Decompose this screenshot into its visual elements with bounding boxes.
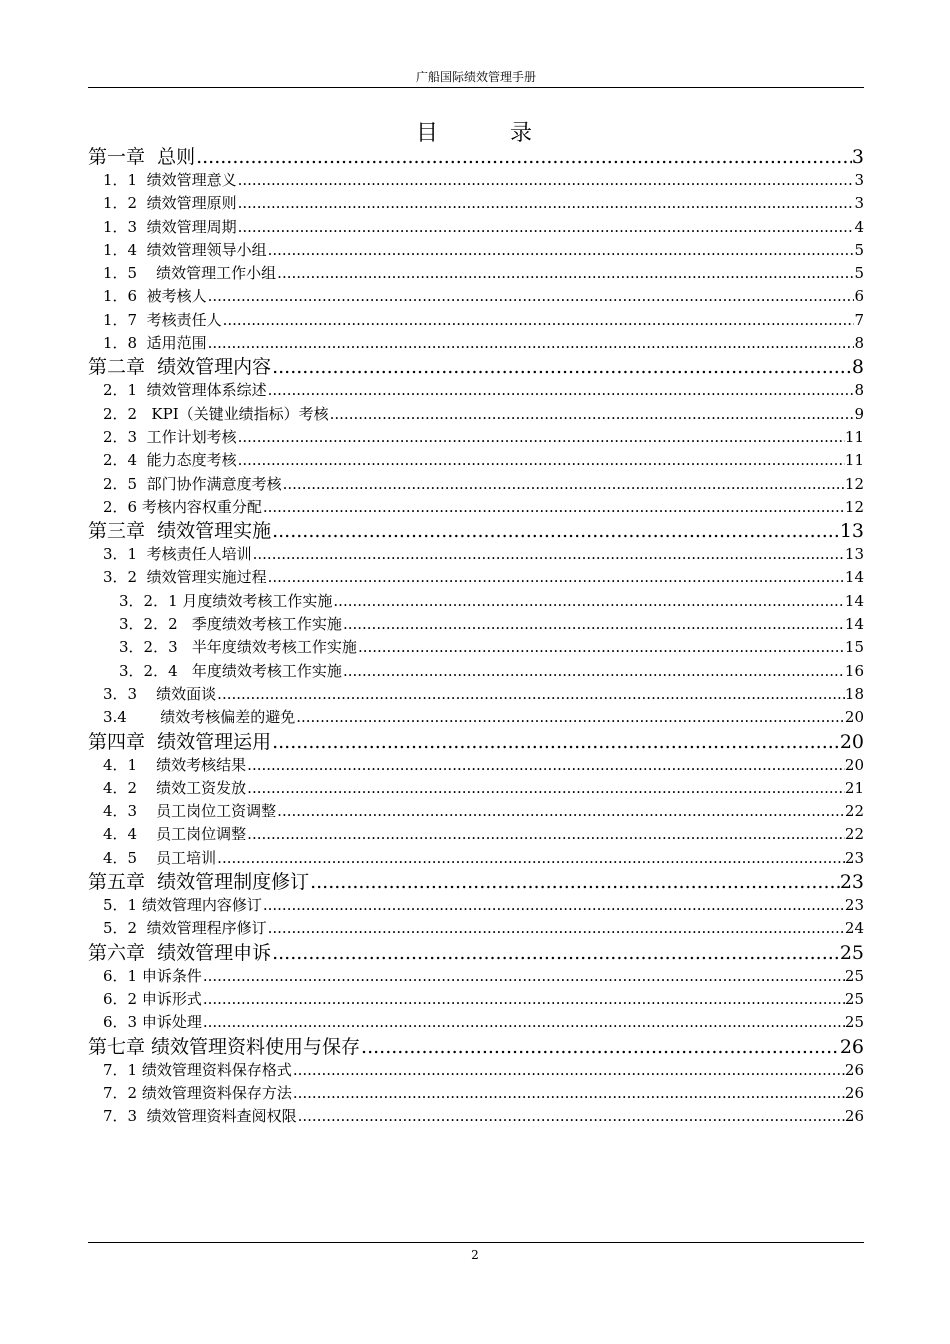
toc-entry-page-number: 8 [854, 334, 864, 353]
toc-chapter-entry[interactable] [88, 1035, 864, 1059]
toc-section-entry[interactable] [88, 379, 864, 402]
toc-entry-page-number: 25 [844, 966, 864, 985]
toc-dot-leader [272, 941, 840, 965]
toc-entry-page-number: 12 [844, 497, 864, 516]
toc-entry-page-number: 11 [844, 451, 864, 470]
toc-entry-title: 1．8 适用范围 [103, 334, 207, 353]
toc-entry-page-number: 14 [844, 615, 864, 634]
toc-dot-leader [238, 192, 855, 215]
toc-entry-title: 第五章 绩效管理制度修订 [88, 871, 310, 894]
toc-entry-title: 第一章 总则 [88, 146, 196, 168]
toc-dot-leader [272, 519, 840, 543]
toc-section-entry[interactable] [88, 262, 864, 285]
toc-entry-page-number: 12 [844, 474, 864, 493]
toc-entry-title: 3．3 绩效面谈 [103, 684, 217, 703]
toc-entry-page-number: 25 [844, 1013, 864, 1032]
toc-section-entry[interactable] [88, 543, 864, 566]
toc-dot-leader [217, 847, 845, 870]
toc-dot-leader [247, 754, 845, 777]
toc-chapter-entry[interactable] [88, 730, 864, 754]
toc-entry-title: 2．2 KPI（关键业绩指标）考核 [103, 404, 329, 423]
toc-entry-title: 4．1 绩效考核结果 [103, 755, 247, 774]
toc-section-entry[interactable] [88, 566, 864, 589]
toc-section-entry[interactable] [88, 1011, 864, 1034]
toc-entry-title: 2．1 绩效管理体系综述 [103, 381, 267, 400]
toc-entry-title: 7．2 绩效管理资料保存方法 [103, 1083, 292, 1102]
toc-section-entry[interactable] [88, 1059, 864, 1082]
toc-dot-leader [238, 216, 855, 239]
toc-entry-title: 7．1 绩效管理资料保存格式 [103, 1060, 292, 1079]
toc-entry-page-number: 3 [854, 171, 864, 189]
toc-section-entry[interactable] [88, 636, 864, 659]
toc-chapter-entry[interactable] [88, 870, 864, 894]
toc-entry-page-number: 18 [844, 684, 864, 703]
footer-rule [88, 1242, 864, 1243]
toc-dot-leader [293, 1059, 845, 1082]
toc-entry-title: 2．4 能力态度考核 [103, 451, 237, 470]
toc-section-entry[interactable] [88, 309, 864, 332]
toc-entry-title: 3．2．3 半年度绩效考核工作实施 [119, 638, 357, 657]
toc-entry-page-number: 26 [844, 1060, 864, 1079]
toc-entry-page-number: 14 [844, 568, 864, 587]
toc-entry-title: 4．2 绩效工资发放 [103, 778, 247, 797]
toc-section-entry[interactable] [88, 683, 864, 706]
toc-dot-leader [272, 355, 852, 379]
toc-entry-title: 3．2．2 季度绩效考核工作实施 [119, 615, 342, 634]
toc-dot-leader [263, 496, 845, 519]
toc-section-entry[interactable] [88, 847, 864, 870]
toc-heading-char-2: 录 [510, 121, 535, 146]
toc-section-entry[interactable] [88, 894, 864, 917]
toc-dot-leader [268, 379, 855, 402]
toc-entry-page-number: 13 [839, 520, 864, 543]
toc-dot-leader [247, 823, 845, 846]
toc-dot-leader [238, 169, 855, 192]
toc-dot-leader [208, 285, 855, 308]
toc-dot-leader [238, 449, 845, 472]
toc-section-entry[interactable] [88, 965, 864, 988]
toc-dot-leader [277, 262, 854, 285]
toc-section-entry[interactable] [88, 239, 864, 262]
toc-entry-page-number: 21 [844, 778, 864, 797]
toc-entry-page-number: 20 [839, 730, 864, 753]
toc-entry-title: 1．1 绩效管理意义 [103, 171, 237, 189]
toc-entry-title: 第四章 绩效管理运用 [88, 730, 272, 753]
toc-entry-title: 1．2 绩效管理原则 [103, 194, 237, 213]
toc-dot-leader [333, 590, 845, 613]
toc-entry-title: 4．4 员工岗位调整 [103, 825, 247, 844]
toc-entry-title: 6．1 申诉条件 [103, 966, 202, 985]
toc-dot-leader [203, 965, 845, 988]
toc-section-entry[interactable] [88, 1082, 864, 1105]
toc-heading-char-1: 目 [415, 121, 440, 146]
toc-entry-page-number: 23 [839, 871, 864, 894]
toc-dot-leader [296, 706, 845, 729]
toc-dot-leader [293, 1082, 845, 1105]
toc-heading [0, 116, 950, 147]
toc-section-entry[interactable] [88, 917, 864, 940]
toc-entry-title: 5．2 绩效管理程序修订 [103, 919, 267, 938]
toc-entry-page-number: 11 [844, 427, 864, 446]
toc-entry-title: 3．1 考核责任人培训 [103, 545, 252, 564]
toc-dot-leader [358, 636, 845, 659]
toc-section-entry[interactable] [88, 169, 864, 192]
table-of-contents [88, 145, 864, 1128]
toc-entry-title: 第七章 绩效管理资料使用与保存 [88, 1035, 361, 1058]
toc-dot-leader [223, 309, 855, 332]
toc-entry-title: 第三章 绩效管理实施 [88, 520, 272, 543]
toc-dot-leader [330, 403, 855, 426]
toc-section-entry[interactable] [88, 800, 864, 823]
toc-entry-title: 4．3 员工岗位工资调整 [103, 802, 277, 821]
toc-section-entry[interactable] [88, 426, 864, 449]
toc-section-entry[interactable] [88, 496, 864, 519]
toc-entry-page-number: 20 [844, 755, 864, 774]
toc-entry-page-number: 13 [844, 545, 864, 564]
toc-section-entry[interactable] [88, 403, 864, 426]
toc-chapter-entry[interactable] [88, 355, 864, 379]
toc-entry-page-number: 15 [844, 638, 864, 657]
toc-entry-title: 第二章 绩效管理内容 [88, 356, 272, 379]
toc-entry-title: 1．5 绩效管理工作小组 [103, 264, 277, 283]
toc-entry-page-number: 24 [844, 919, 864, 938]
toc-section-entry[interactable] [88, 192, 864, 215]
toc-entry-page-number: 26 [844, 1083, 864, 1102]
running-header-title: 广船国际绩效管理手册 [415, 70, 536, 84]
toc-section-entry[interactable] [88, 590, 864, 613]
toc-entry-title: 1．4 绩效管理领导小组 [103, 240, 267, 259]
toc-entry-page-number: 26 [844, 1107, 864, 1126]
toc-dot-leader [203, 1011, 845, 1034]
toc-entry-title: 1．3 绩效管理周期 [103, 217, 237, 236]
toc-entry-page-number: 5 [854, 240, 864, 259]
toc-entry-page-number: 9 [854, 404, 864, 423]
toc-entry-page-number: 26 [839, 1035, 864, 1058]
toc-section-entry[interactable] [88, 285, 864, 308]
toc-entry-title: 2．5 部门协作满意度考核 [103, 474, 282, 493]
toc-chapter-entry[interactable] [88, 519, 864, 543]
toc-entry-page-number: 25 [839, 941, 864, 964]
toc-entry-title: 3.4 绩效考核偏差的避免 [103, 708, 296, 727]
toc-section-entry[interactable] [88, 777, 864, 800]
toc-entry-title: 2．3 工作计划考核 [103, 427, 237, 446]
toc-entry-title: 3．2．1 月度绩效考核工作实施 [119, 591, 333, 610]
toc-dot-leader [268, 566, 845, 589]
toc-section-entry[interactable] [88, 754, 864, 777]
toc-dot-leader [263, 894, 845, 917]
toc-dot-leader [272, 730, 840, 754]
toc-dot-leader [310, 870, 840, 894]
page-number: 2 [471, 1248, 479, 1262]
toc-entry-page-number: 6 [854, 287, 864, 306]
toc-dot-leader [268, 239, 855, 262]
toc-dot-leader [253, 543, 845, 566]
toc-entry-page-number: 3 [854, 194, 864, 213]
toc-entry-title: 3．2 绩效管理实施过程 [103, 568, 267, 587]
toc-dot-leader [203, 988, 845, 1011]
toc-entry-title: 2．6 考核内容权重分配 [103, 497, 262, 516]
toc-entry-title: 6．2 申诉形式 [103, 989, 202, 1008]
toc-section-entry[interactable] [88, 449, 864, 472]
toc-dot-leader [361, 1035, 840, 1059]
toc-section-entry[interactable] [88, 332, 864, 355]
toc-section-entry[interactable] [88, 660, 864, 683]
toc-entry-title: 第六章 绩效管理申诉 [88, 941, 272, 964]
toc-entry-page-number: 22 [844, 825, 864, 844]
toc-entry-title: 6．3 申诉处理 [103, 1013, 202, 1032]
toc-entry-page-number: 4 [854, 217, 864, 236]
toc-dot-leader [283, 473, 845, 496]
toc-entry-title: 7．3 绩效管理资料查阅权限 [103, 1107, 297, 1126]
toc-section-entry[interactable] [88, 823, 864, 846]
toc-chapter-entry[interactable] [88, 941, 864, 965]
toc-entry-page-number: 8 [854, 381, 864, 400]
toc-entry-page-number: 5 [854, 264, 864, 283]
toc-section-entry[interactable] [88, 988, 864, 1011]
toc-dot-leader [217, 683, 845, 706]
header-rule [88, 87, 864, 88]
toc-entry-page-number: 23 [844, 848, 864, 867]
toc-section-entry[interactable] [88, 706, 864, 729]
toc-entry-page-number: 7 [854, 310, 864, 329]
toc-dot-leader [208, 332, 855, 355]
toc-section-entry[interactable] [88, 1105, 864, 1128]
toc-dot-leader [268, 917, 845, 940]
toc-dot-leader [247, 777, 845, 800]
toc-section-entry[interactable] [88, 473, 864, 496]
toc-entry-page-number: 22 [844, 802, 864, 821]
toc-dot-leader [343, 660, 845, 683]
toc-entry-page-number: 14 [844, 591, 864, 610]
toc-entry-title: 1．7 考核责任人 [103, 310, 222, 329]
toc-section-entry[interactable] [88, 216, 864, 239]
toc-dot-leader [238, 426, 845, 449]
toc-entry-page-number: 3 [851, 146, 864, 168]
toc-entry-title: 1．6 被考核人 [103, 287, 207, 306]
toc-entry-title: 3．2．4 年度绩效考核工作实施 [119, 661, 342, 680]
toc-dot-leader [196, 145, 852, 169]
toc-section-entry[interactable] [88, 613, 864, 636]
toc-entry-page-number: 16 [844, 661, 864, 680]
toc-dot-leader [277, 800, 845, 823]
toc-entry-page-number: 8 [851, 356, 864, 379]
toc-entry-page-number: 25 [844, 989, 864, 1008]
toc-dot-leader [343, 613, 845, 636]
toc-dot-leader [298, 1105, 845, 1128]
toc-entry-title: 5．1 绩效管理内容修订 [103, 896, 262, 915]
toc-entry-page-number: 20 [844, 708, 864, 727]
toc-entry-page-number: 23 [844, 896, 864, 915]
toc-chapter-entry[interactable] [88, 145, 864, 169]
toc-entry-title: 4．5 员工培训 [103, 848, 217, 867]
